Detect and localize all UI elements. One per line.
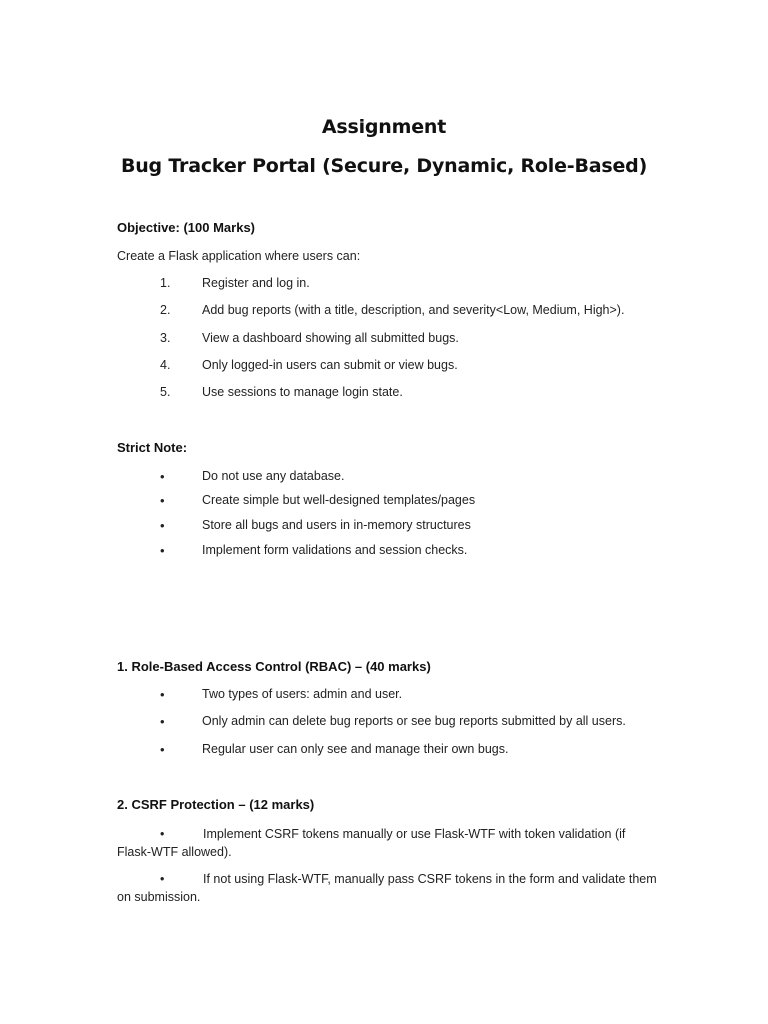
list-item-text: Use sessions to manage login state.	[202, 385, 403, 399]
bullet-icon: •	[160, 827, 165, 841]
list-item-text: Implement CSRF tokens manually or use Flask-WTF with token validation (if Flask-WTF allowed).	[117, 827, 626, 859]
document-title: Assignment	[321, 116, 447, 138]
bullet-icon: •	[160, 469, 165, 484]
strict-note-heading: Strict Note:	[117, 440, 188, 455]
csrf-heading: 2. CSRF Protection – (12 marks)	[117, 797, 315, 812]
list-item-text: Only logged-in users can submit or view bugs.	[202, 358, 458, 372]
list-item-text: If not using Flask-WTF, manually pass CSRF tokens in the form and validate them on submission.	[117, 872, 657, 904]
document-subtitle: Bug Tracker Portal (Secure, Dynamic, Role-Based)	[120, 155, 648, 177]
objective-heading: Objective: (100 Marks)	[117, 220, 256, 235]
list-item-text: Two types of users: admin and user.	[202, 687, 403, 701]
bullet-icon: •	[160, 714, 165, 729]
list-item	[117, 870, 657, 906]
list-number: 2.	[160, 303, 171, 317]
bullet-icon: •	[160, 687, 165, 702]
list-number: 5.	[160, 385, 171, 399]
list-item-text: Add bug reports (with a title, description, and severity<Low, Medium, High>).	[202, 303, 625, 317]
list-item-text: Implement form validations and session checks.	[202, 543, 468, 557]
list-item-text: Do not use any database.	[202, 469, 345, 483]
rbac-heading: 1. Role-Based Access Control (RBAC) – (40 marks)	[117, 659, 431, 674]
list-item-text: Store all bugs and users in in-memory structures	[202, 518, 471, 532]
list-item	[117, 825, 657, 861]
list-item-text: Register and log in.	[202, 276, 310, 290]
list-item-text: Create simple but well-designed templates/pages	[202, 493, 476, 507]
bullet-icon: •	[160, 493, 165, 508]
bullet-icon: •	[160, 872, 165, 886]
bullet-icon: •	[160, 518, 165, 533]
list-number: 4.	[160, 358, 171, 372]
bullet-icon: •	[160, 543, 165, 558]
bullet-icon: •	[160, 742, 165, 757]
list-number: 1.	[160, 276, 171, 290]
list-item-text: Regular user can only see and manage their own bugs.	[202, 742, 509, 756]
list-item-text: Only admin can delete bug reports or see bug reports submitted by all users.	[202, 714, 626, 728]
list-item-text: View a dashboard showing all submitted bugs.	[202, 331, 459, 345]
list-number: 3.	[160, 331, 171, 345]
objective-intro: Create a Flask application where users can:	[117, 249, 361, 263]
